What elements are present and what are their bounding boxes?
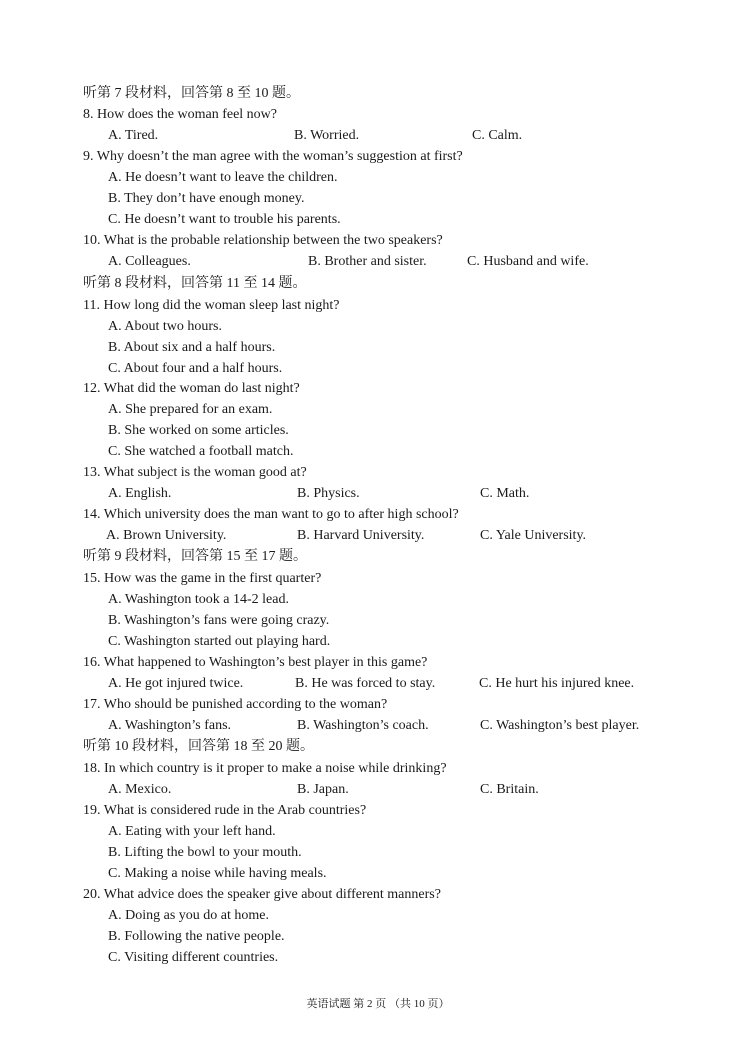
- question-18-stem: 18. In which country is it proper to make a noise while drinking?: [83, 761, 447, 776]
- option-c: C. Britain.: [480, 782, 539, 797]
- section-heading: 听第 10 段材料，回答第 18 至 20 题。: [83, 739, 314, 754]
- option-a: A. He got injured twice.: [108, 676, 244, 691]
- option-a: A. He doesn’t want to leave the children.: [108, 170, 338, 185]
- question-15-stem: 15. How was the game in the first quarter?: [83, 571, 322, 586]
- question-9-stem: 9. Why doesn’t the man agree with the woman’s suggestion at first?: [83, 149, 463, 164]
- option-a: A. She prepared for an exam.: [108, 402, 273, 417]
- question-12-stem: 12. What did the woman do last night?: [83, 381, 300, 396]
- option-b: B. Following the native people.: [108, 929, 285, 944]
- option-c: C. Making a noise while having meals.: [108, 866, 327, 881]
- option-a: A. Doing as you do at home.: [108, 908, 269, 923]
- option-c: C. Washington’s best player.: [480, 718, 640, 733]
- option-a: A. Washington’s fans.: [108, 718, 232, 733]
- option-b: B. Lifting the bowl to your mouth.: [108, 845, 302, 860]
- option-a: A. Colleagues.: [108, 254, 191, 269]
- question-14-options: [106, 527, 706, 545]
- question-17-options: [108, 717, 728, 735]
- question-10-stem: 10. What is the probable relationship between the two speakers?: [83, 233, 443, 248]
- question-16-stem: 16. What happened to Washington’s best player in this game?: [83, 655, 428, 670]
- section-heading: 听第 8 段材料，回答第 11 至 14 题。: [83, 276, 307, 291]
- option-b: B. Washington’s coach.: [297, 718, 429, 733]
- option-c: C. Washington started out playing hard.: [108, 634, 331, 649]
- option-b: B. Worried.: [294, 128, 360, 143]
- question-11-stem: 11. How long did the woman sleep last night?: [83, 298, 340, 313]
- option-b: B. Washington’s fans were going crazy.: [108, 613, 330, 628]
- question-20-stem: 20. What advice does the speaker give about different manners?: [83, 887, 441, 902]
- question-16-options: [108, 675, 708, 693]
- option-b: B. Harvard University.: [297, 528, 425, 543]
- option-a: A. Eating with your left hand.: [108, 824, 276, 839]
- option-c: C. Calm.: [472, 128, 523, 143]
- option-c: C. About four and a half hours.: [108, 361, 283, 376]
- option-a: A. Washington took a 14-2 lead.: [108, 592, 289, 607]
- question-18-options: [108, 781, 708, 799]
- question-19-stem: 19. What is considered rude in the Arab countries?: [83, 803, 367, 818]
- option-b: B. Japan.: [297, 782, 349, 797]
- option-b: B. About six and a half hours.: [108, 340, 276, 355]
- option-c: C. Yale University.: [480, 528, 587, 543]
- option-c: C. He doesn’t want to trouble his parents.: [108, 212, 341, 227]
- option-b: B. She worked on some articles.: [108, 423, 289, 438]
- option-a: A. About two hours.: [108, 319, 222, 334]
- question-8-options: [108, 127, 708, 145]
- section-heading: 听第 9 段材料，回答第 15 至 17 题。: [83, 549, 307, 564]
- section-heading: 听第 7 段材料，回答第 8 至 10 题。: [83, 86, 300, 101]
- page-footer: 英语试题 第 2 页 （共 10 页）: [306, 998, 450, 1010]
- option-c: C. Math.: [480, 486, 530, 501]
- option-c: C. Husband and wife.: [467, 254, 589, 269]
- option-b: B. Physics.: [297, 486, 360, 501]
- option-c: C. He hurt his injured knee.: [479, 676, 635, 691]
- question-8-stem: 8. How does the woman feel now?: [83, 107, 278, 122]
- question-14-stem: 14. Which university does the man want to go to after high school?: [83, 507, 459, 522]
- option-b: B. They don’t have enough money.: [108, 191, 305, 206]
- option-a: A. Mexico.: [108, 782, 172, 797]
- option-a: A. Tired.: [108, 128, 159, 143]
- option-a: A. English.: [108, 486, 172, 501]
- option-a: A. Brown University.: [106, 528, 227, 543]
- option-b: B. Brother and sister.: [308, 254, 427, 269]
- question-13-stem: 13. What subject is the woman good at?: [83, 465, 307, 480]
- option-c: C. Visiting different countries.: [108, 950, 279, 965]
- question-13-options: [108, 485, 708, 503]
- question-17-stem: 17. Who should be punished according to the woman?: [83, 697, 388, 712]
- question-10-options: [108, 253, 708, 271]
- option-c: C. She watched a football match.: [108, 444, 294, 459]
- option-b: B. He was forced to stay.: [295, 676, 436, 691]
